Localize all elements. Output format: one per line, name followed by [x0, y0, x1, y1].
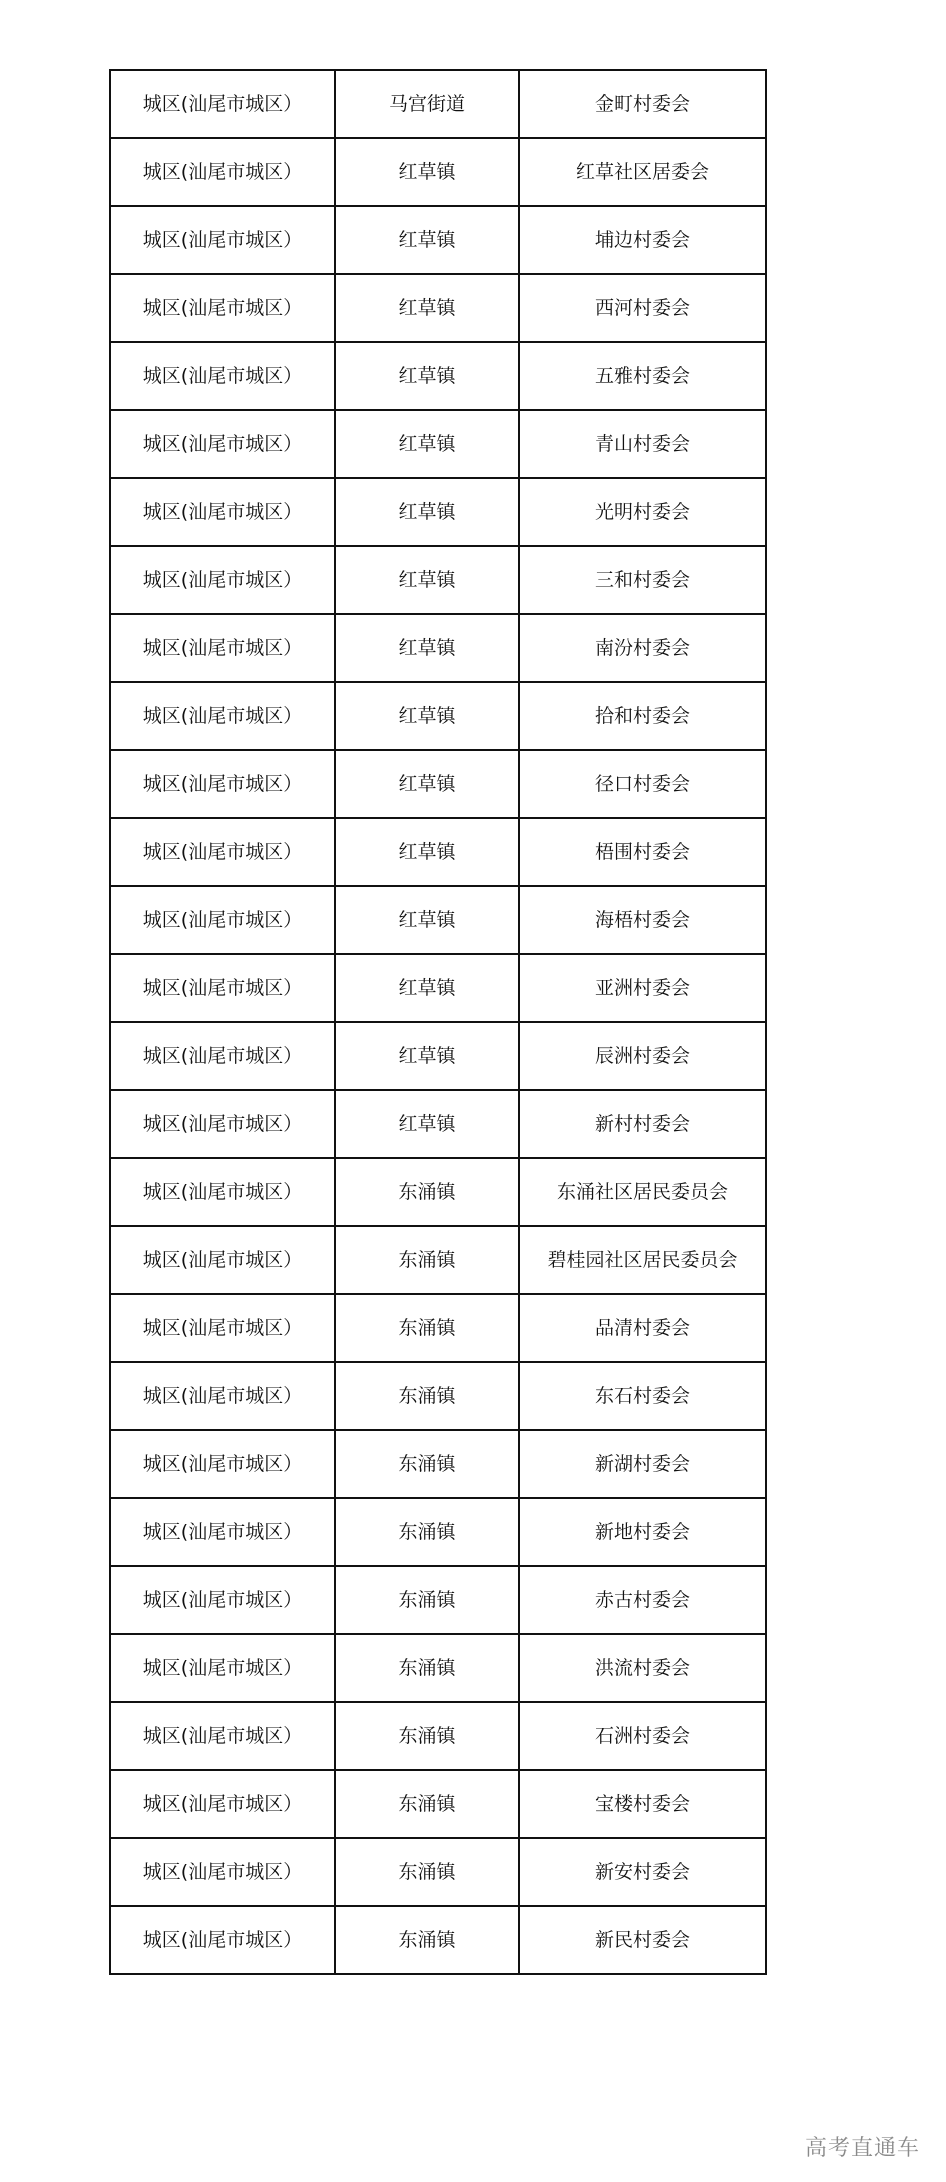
committee-cell: 宝楼村委会 [519, 1770, 766, 1838]
table-row [110, 206, 766, 274]
town-cell: 红草镇 [335, 274, 519, 342]
watermark-text: 高考直通车 [804, 2136, 920, 2161]
committee-cell: 南汾村委会 [519, 614, 766, 682]
committee-cell: 新地村委会 [519, 1498, 766, 1566]
table-row [110, 478, 766, 546]
district-cell: 城区(汕尾市城区） [110, 1226, 335, 1294]
table-row [110, 1566, 766, 1634]
town-cell: 东涌镇 [335, 1770, 519, 1838]
table-row [110, 1226, 766, 1294]
committee-cell: 径口村委会 [519, 750, 766, 818]
village-committee-table [109, 69, 767, 1975]
table-row [110, 886, 766, 954]
committee-cell: 亚洲村委会 [519, 954, 766, 1022]
table-row [110, 682, 766, 750]
committee-cell: 新安村委会 [519, 1838, 766, 1906]
committee-cell: 新湖村委会 [519, 1430, 766, 1498]
town-cell: 东涌镇 [335, 1158, 519, 1226]
table-row [110, 1430, 766, 1498]
district-cell: 城区(汕尾市城区） [110, 1906, 335, 1974]
committee-cell: 东涌社区居民委员会 [519, 1158, 766, 1226]
committee-cell: 东石村委会 [519, 1362, 766, 1430]
district-cell: 城区(汕尾市城区） [110, 410, 335, 478]
table-row [110, 546, 766, 614]
district-cell: 城区(汕尾市城区） [110, 1158, 335, 1226]
district-cell: 城区(汕尾市城区） [110, 274, 335, 342]
town-cell: 红草镇 [335, 750, 519, 818]
district-cell: 城区(汕尾市城区） [110, 1634, 335, 1702]
district-cell: 城区(汕尾市城区） [110, 138, 335, 206]
committee-cell: 金町村委会 [519, 70, 766, 138]
town-cell: 东涌镇 [335, 1294, 519, 1362]
committee-cell: 青山村委会 [519, 410, 766, 478]
district-cell: 城区(汕尾市城区） [110, 1770, 335, 1838]
town-cell: 马宫街道 [335, 70, 519, 138]
table-row [110, 274, 766, 342]
table-row [110, 1770, 766, 1838]
committee-cell: 洪流村委会 [519, 1634, 766, 1702]
table-row [110, 1702, 766, 1770]
committee-cell: 光明村委会 [519, 478, 766, 546]
table-row [110, 954, 766, 1022]
district-cell: 城区(汕尾市城区） [110, 1702, 335, 1770]
district-cell: 城区(汕尾市城区） [110, 206, 335, 274]
town-cell: 红草镇 [335, 1022, 519, 1090]
town-cell: 红草镇 [335, 614, 519, 682]
table-row [110, 818, 766, 886]
table-body [110, 70, 766, 1974]
town-cell: 东涌镇 [335, 1498, 519, 1566]
table-row [110, 342, 766, 410]
committee-cell: 拾和村委会 [519, 682, 766, 750]
district-cell: 城区(汕尾市城区） [110, 1498, 335, 1566]
town-cell: 东涌镇 [335, 1906, 519, 1974]
district-cell: 城区(汕尾市城区） [110, 342, 335, 410]
town-cell: 红草镇 [335, 342, 519, 410]
district-cell: 城区(汕尾市城区） [110, 1090, 335, 1158]
district-cell: 城区(汕尾市城区） [110, 1362, 335, 1430]
district-cell: 城区(汕尾市城区） [110, 478, 335, 546]
committee-cell: 赤古村委会 [519, 1566, 766, 1634]
district-cell: 城区(汕尾市城区） [110, 1294, 335, 1362]
committee-cell: 新村村委会 [519, 1090, 766, 1158]
table-row [110, 138, 766, 206]
town-cell: 东涌镇 [335, 1226, 519, 1294]
committee-cell: 五雅村委会 [519, 342, 766, 410]
town-cell: 东涌镇 [335, 1634, 519, 1702]
committee-cell: 梧围村委会 [519, 818, 766, 886]
district-cell: 城区(汕尾市城区） [110, 954, 335, 1022]
town-cell: 东涌镇 [335, 1838, 519, 1906]
district-cell: 城区(汕尾市城区） [110, 682, 335, 750]
district-cell: 城区(汕尾市城区） [110, 614, 335, 682]
district-cell: 城区(汕尾市城区） [110, 70, 335, 138]
committee-cell: 三和村委会 [519, 546, 766, 614]
committee-cell: 碧桂园社区居民委员会 [519, 1226, 766, 1294]
district-cell: 城区(汕尾市城区） [110, 1022, 335, 1090]
town-cell: 红草镇 [335, 410, 519, 478]
table-row [110, 1498, 766, 1566]
table-row [110, 1158, 766, 1226]
table-row [110, 1838, 766, 1906]
district-cell: 城区(汕尾市城区） [110, 1566, 335, 1634]
town-cell: 东涌镇 [335, 1362, 519, 1430]
district-cell: 城区(汕尾市城区） [110, 1430, 335, 1498]
town-cell: 红草镇 [335, 954, 519, 1022]
town-cell: 红草镇 [335, 206, 519, 274]
table-row [110, 614, 766, 682]
district-cell: 城区(汕尾市城区） [110, 750, 335, 818]
town-cell: 红草镇 [335, 818, 519, 886]
town-cell: 红草镇 [335, 682, 519, 750]
table-row [110, 1362, 766, 1430]
committee-cell: 石洲村委会 [519, 1702, 766, 1770]
committee-cell: 品清村委会 [519, 1294, 766, 1362]
town-cell: 红草镇 [335, 546, 519, 614]
table-row [110, 1906, 766, 1974]
committee-cell: 西河村委会 [519, 274, 766, 342]
table-row [110, 1022, 766, 1090]
committee-cell: 红草社区居委会 [519, 138, 766, 206]
town-cell: 东涌镇 [335, 1702, 519, 1770]
committee-cell: 埔边村委会 [519, 206, 766, 274]
table-row [110, 70, 766, 138]
district-cell: 城区(汕尾市城区） [110, 818, 335, 886]
table-row [110, 1090, 766, 1158]
table-row [110, 1294, 766, 1362]
district-cell: 城区(汕尾市城区） [110, 1838, 335, 1906]
table-row [110, 410, 766, 478]
town-cell: 红草镇 [335, 1090, 519, 1158]
district-cell: 城区(汕尾市城区） [110, 886, 335, 954]
town-cell: 红草镇 [335, 886, 519, 954]
town-cell: 红草镇 [335, 138, 519, 206]
committee-cell: 海梧村委会 [519, 886, 766, 954]
table-row [110, 750, 766, 818]
town-cell: 红草镇 [335, 478, 519, 546]
district-cell: 城区(汕尾市城区） [110, 546, 335, 614]
table-row [110, 1634, 766, 1702]
town-cell: 东涌镇 [335, 1430, 519, 1498]
town-cell: 东涌镇 [335, 1566, 519, 1634]
committee-cell: 辰洲村委会 [519, 1022, 766, 1090]
committee-cell: 新民村委会 [519, 1906, 766, 1974]
